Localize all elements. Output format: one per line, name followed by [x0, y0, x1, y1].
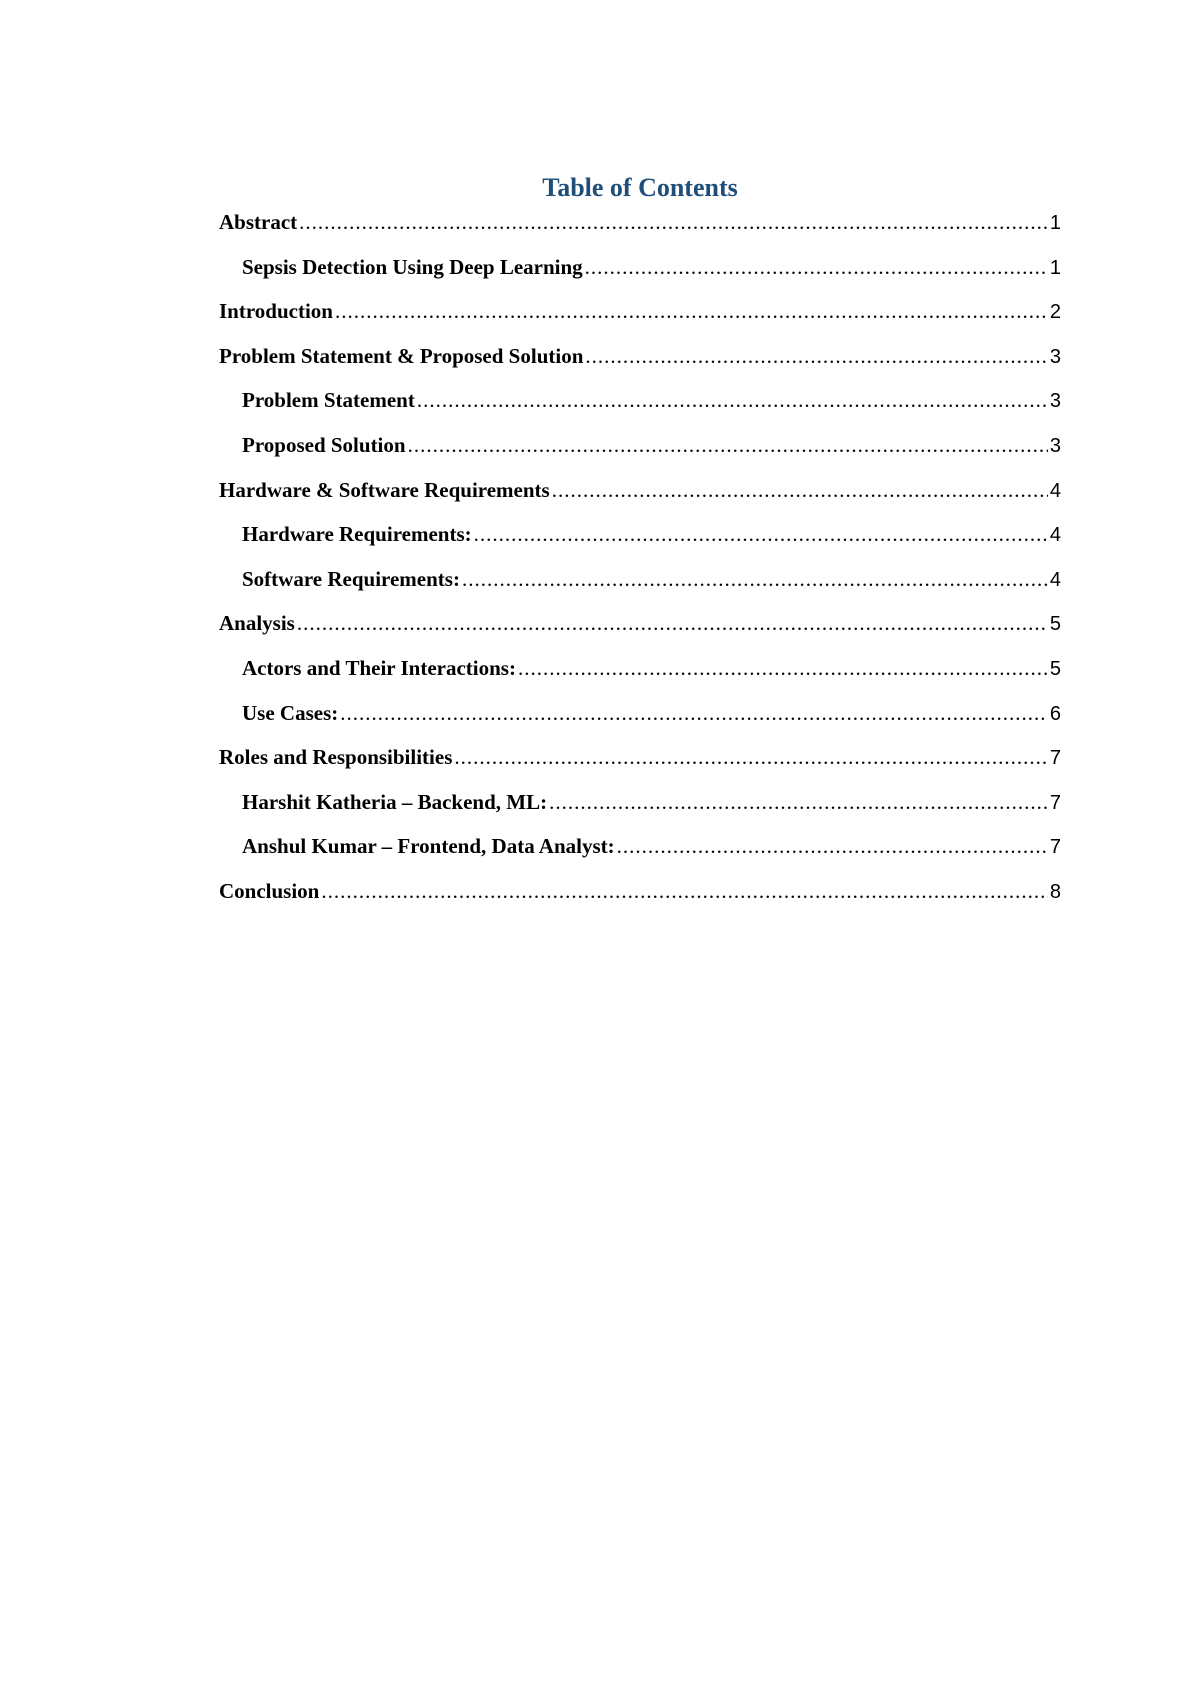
toc-entry-label: Roles and Responsibilities — [219, 745, 453, 770]
toc-dot-leader — [321, 876, 1048, 906]
toc-subentry[interactable] — [219, 519, 1061, 564]
toc-page-number: 3 — [1049, 390, 1061, 413]
toc-dot-leader — [408, 430, 1048, 460]
toc-entry-label: Hardware & Software Requirements — [219, 477, 550, 502]
toc-entry-label: Analysis — [219, 611, 295, 636]
toc-page-number: 7 — [1049, 747, 1061, 770]
toc-subentry[interactable] — [219, 430, 1061, 475]
toc-subentry[interactable] — [219, 653, 1061, 698]
toc-list — [219, 207, 1061, 921]
toc-subentry[interactable] — [219, 787, 1061, 832]
toc-page-number: 7 — [1049, 836, 1061, 859]
toc-dot-leader — [617, 831, 1048, 861]
toc-entry-label: Harshit Katheria – Backend, ML: — [242, 789, 548, 814]
toc-entry-label: Proposed Solution — [242, 432, 406, 457]
toc-subentry[interactable] — [219, 698, 1061, 743]
toc-entry-label: Actors and Their Interactions: — [242, 655, 516, 680]
toc-page-number: 8 — [1049, 880, 1061, 903]
toc-page-number: 5 — [1049, 613, 1061, 636]
toc-entry[interactable] — [219, 341, 1061, 386]
toc-page-number: 2 — [1049, 301, 1061, 324]
toc-dot-leader — [585, 252, 1048, 282]
toc-dot-leader — [552, 475, 1048, 505]
toc-page-number: 4 — [1049, 568, 1061, 591]
toc-entry[interactable] — [219, 742, 1061, 787]
toc-subentry[interactable] — [219, 252, 1061, 297]
toc-dot-leader — [299, 207, 1048, 237]
toc-entry-label: Abstract — [219, 210, 298, 234]
toc-entry-label: Problem Statement — [242, 388, 415, 413]
toc-entry-label: Software Requirements: — [242, 566, 460, 591]
toc-page-number: 7 — [1049, 791, 1061, 814]
toc-page-number: 1 — [1049, 256, 1061, 279]
toc-subentry[interactable] — [219, 385, 1061, 430]
toc-dot-leader — [585, 341, 1047, 371]
toc-subentry[interactable] — [219, 564, 1061, 609]
toc-entry[interactable] — [219, 296, 1061, 341]
toc-dot-leader — [335, 296, 1048, 326]
toc-page-number: 4 — [1049, 479, 1061, 502]
toc-entry-label: Use Cases: — [242, 700, 339, 725]
toc-entry[interactable] — [219, 475, 1061, 520]
toc-page-number: 4 — [1049, 524, 1061, 547]
toc-dot-leader — [549, 787, 1048, 817]
toc-dot-leader — [297, 608, 1048, 638]
toc-entry[interactable] — [219, 207, 1061, 252]
toc-entry[interactable] — [219, 876, 1061, 921]
toc-entry-label: Anshul Kumar – Frontend, Data Analyst: — [242, 834, 615, 859]
toc-dot-leader — [462, 564, 1048, 594]
toc-entry-label: Hardware Requirements: — [242, 522, 472, 547]
toc-page-number: 6 — [1049, 702, 1061, 725]
toc-entry[interactable] — [219, 608, 1061, 653]
toc-subentry[interactable] — [219, 831, 1061, 876]
toc-entry-label: Problem Statement & Proposed Solution — [219, 343, 584, 368]
toc-page-number: 5 — [1049, 657, 1061, 680]
toc-dot-leader — [454, 742, 1047, 772]
toc-entry-label: Sepsis Detection Using Deep Learning — [242, 254, 583, 279]
toc-entry-label: Conclusion — [219, 878, 320, 903]
toc-page-number: 3 — [1049, 345, 1061, 368]
toc-dot-leader — [474, 519, 1048, 549]
toc-page-number: 3 — [1049, 434, 1061, 457]
toc-entry-label: Introduction — [219, 299, 333, 324]
toc-page-number: 1 — [1049, 212, 1061, 234]
toc-title: Table of Contents — [542, 173, 738, 202]
toc-dot-leader — [518, 653, 1048, 683]
toc-dot-leader — [417, 385, 1048, 415]
toc-dot-leader — [340, 698, 1048, 728]
